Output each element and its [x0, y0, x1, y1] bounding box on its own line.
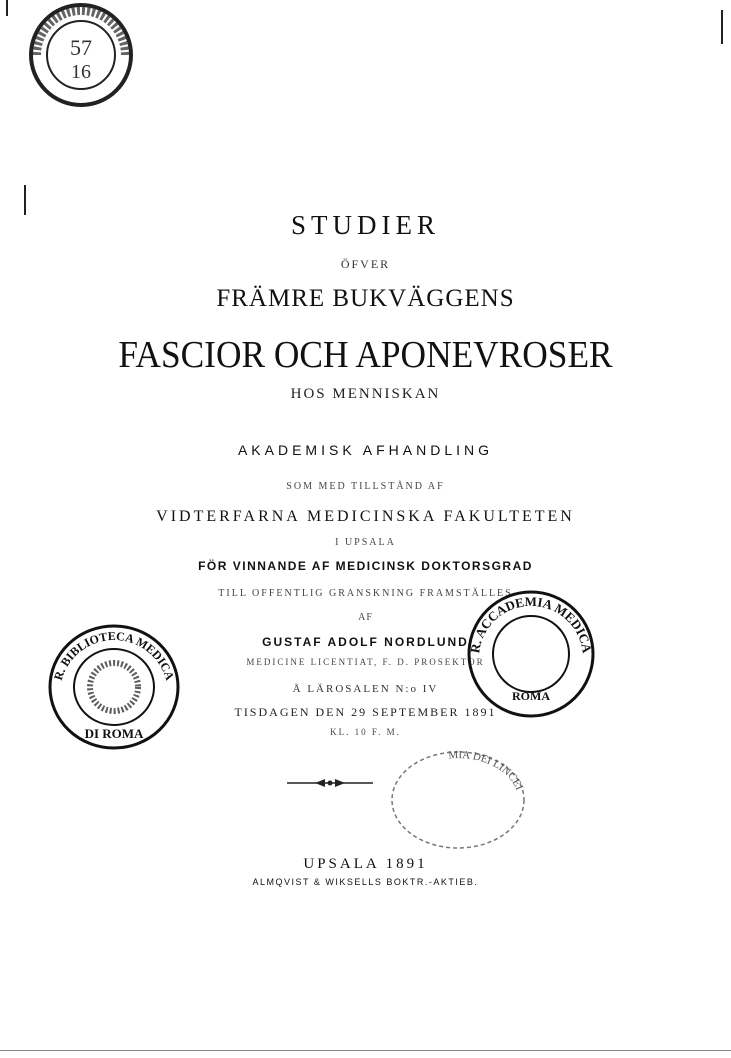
library-stamp-left	[46, 622, 182, 752]
venue-line: Å LÄROSALEN N:o IV	[292, 683, 439, 695]
lincei-stamp-faint	[378, 740, 528, 850]
place-line: I UPSALA	[335, 537, 396, 548]
subtitle-line-2: FASCIOR OCH APONEVROSER	[118, 334, 613, 376]
svg-text:ROMA: ROMA	[512, 689, 550, 703]
title: STUDIER	[291, 210, 440, 240]
time-line: KL. 10 F. M.	[330, 727, 401, 737]
subtitle-line-1: FRÄMRE BUKVÄGGENS	[216, 285, 515, 312]
af-line: AF	[358, 612, 373, 623]
scan-edge-top-right	[721, 10, 723, 44]
review-line: TILL OFFENTLIG GRANSKNING FRAMSTÄLLES	[218, 588, 513, 599]
ornament-rule	[285, 776, 375, 790]
author-name: GUSTAF ADOLF NORDLUND	[262, 635, 469, 649]
degree-line: FÖR VINNANDE AF MEDICINSK DOKTORSGRAD	[198, 559, 533, 573]
imprint-printer: ALMQVIST & WIKSELLS BOKTR.-AKTIEB.	[252, 877, 479, 887]
svg-text:MIA DEI LINCEI: MIA DEI LINCEI	[447, 749, 526, 792]
date-line: TISDAGEN DEN 29 SEPTEMBER 1891	[234, 705, 497, 719]
svg-text:57: 57	[70, 35, 92, 60]
thesis-type: AKADEMISK AFHANDLING	[237, 442, 494, 458]
scan-edge-bottom	[0, 1050, 731, 1051]
ofver-line: ÖFVER	[340, 257, 391, 271]
svg-text:DI ROMA: DI ROMA	[84, 726, 144, 741]
imprint-city-year: UPSALA 1891	[303, 856, 428, 872]
svg-text:16: 16	[71, 61, 91, 83]
svg-text:R. BIBLIOTECA MEDICA: R. BIBLIOTECA MEDICA	[50, 628, 178, 682]
svg-text:R. ACCADEMIA MEDICA: R. ACCADEMIA MEDICA	[467, 593, 595, 655]
faculty-line: VIDTERFARNA MEDICINSKA FAKULTETEN	[156, 508, 575, 525]
academy-stamp-right	[465, 588, 597, 720]
scan-edge-top-left	[6, 0, 8, 16]
library-stamp-top-left	[27, 0, 135, 110]
author-title: MEDICINE LICENTIAT, F. D. PROSEKTOR	[246, 657, 485, 667]
permission-line: SOM MED TILLSTÅND AF	[286, 481, 445, 492]
subtitle-line-3: HOS MENNISKAN	[290, 386, 441, 402]
